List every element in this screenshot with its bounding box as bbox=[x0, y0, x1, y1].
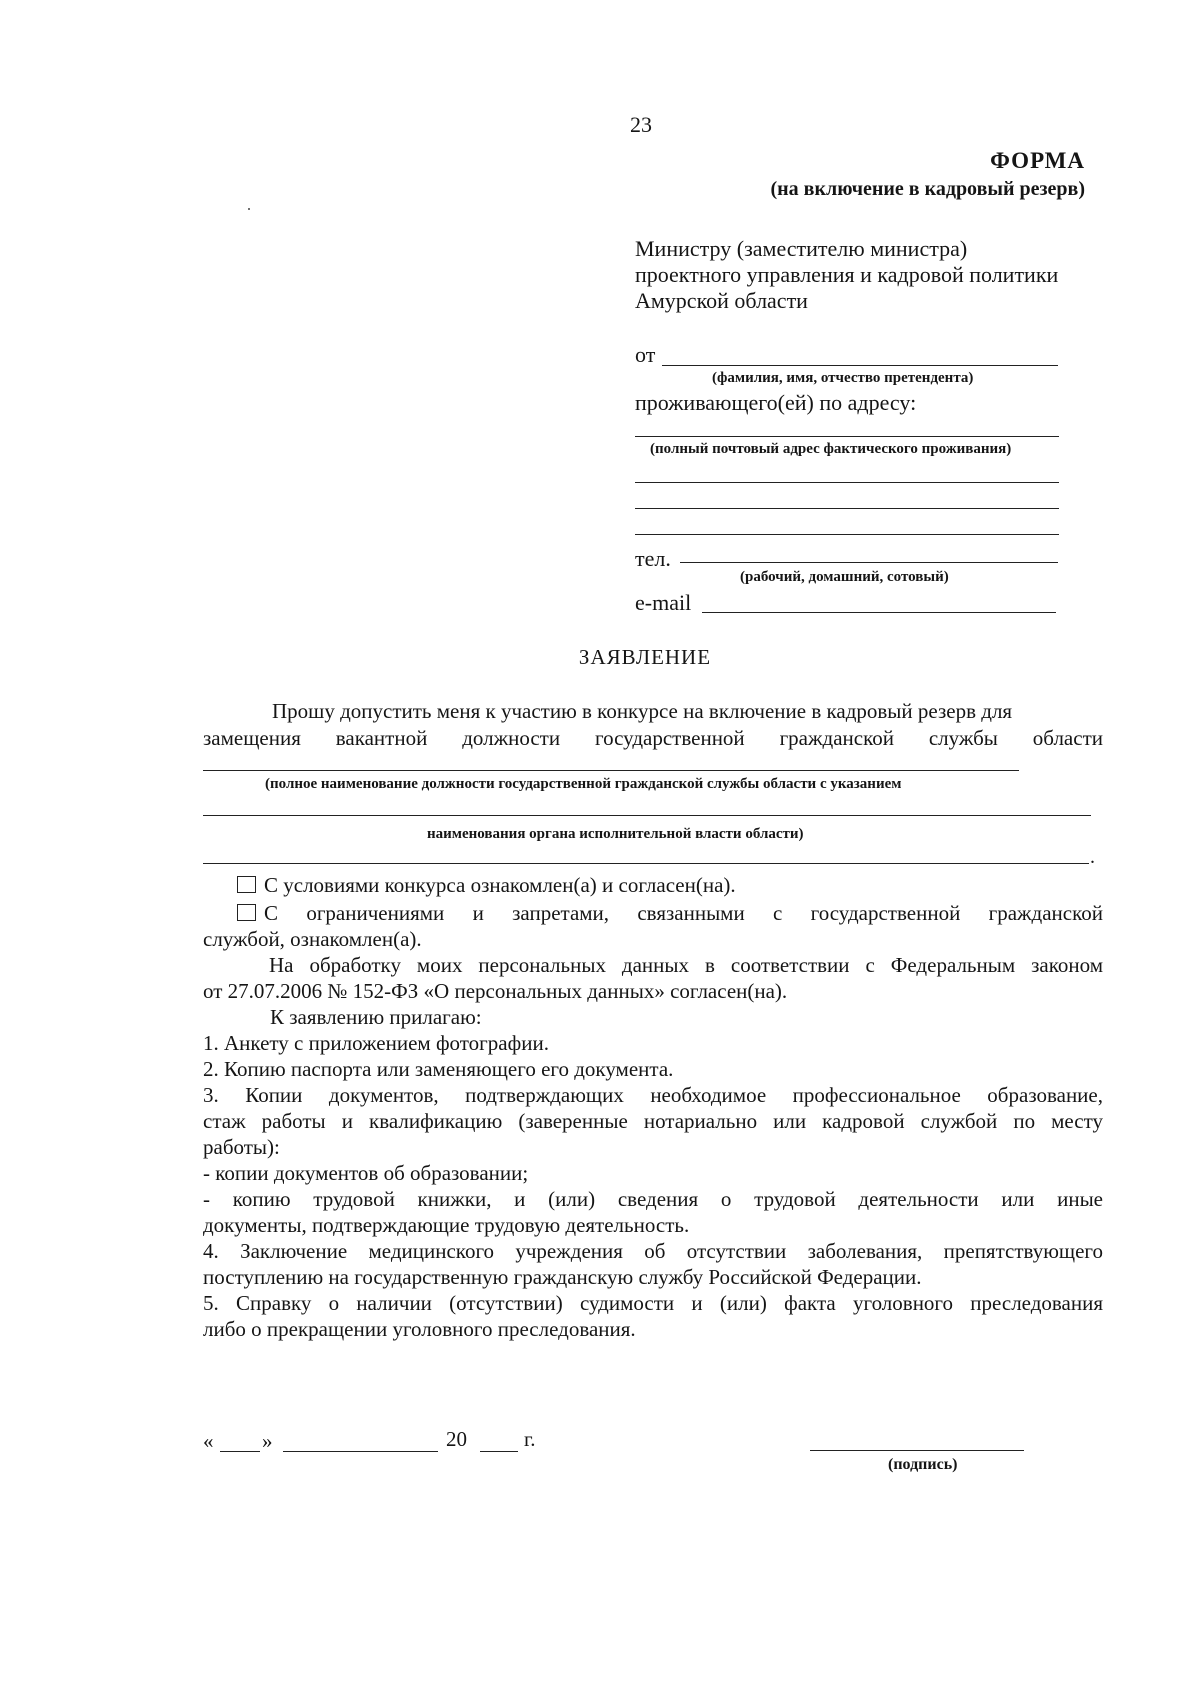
attachment-item-3-line-3: работы): bbox=[203, 1135, 280, 1159]
item3-line1-text: 3. Копии документов, подтверждающих необходимое профессиональное образование, bbox=[203, 1083, 1103, 1107]
addressee-line-2: проектного управления и кадровой политики bbox=[635, 262, 1059, 287]
sub2-line1-text: - копию трудовой книжки, и (или) сведения о трудовой деятельности или иные bbox=[203, 1187, 1103, 1211]
email-field[interactable] bbox=[702, 612, 1056, 613]
address-field-3[interactable] bbox=[635, 508, 1059, 509]
attachment-item-2: 2. Копию паспорта или заменяющего его документа. bbox=[203, 1057, 674, 1081]
attachment-item-1: 1. Анкету с приложением фотографии. bbox=[203, 1031, 549, 1055]
month-field[interactable] bbox=[283, 1451, 438, 1452]
attachment-sub-1: - копии документов об образовании; bbox=[203, 1161, 529, 1185]
request-line-2 bbox=[203, 725, 1103, 751]
attachment-item-4-line-2: поступлению на государственную гражданскую службу Российской Федерации. bbox=[203, 1265, 922, 1289]
position-end-mark: . bbox=[1090, 846, 1095, 868]
addressee-line-3: Амурской области bbox=[635, 288, 808, 313]
consent-line-1 bbox=[203, 952, 1103, 978]
restrictions-checkbox[interactable] bbox=[237, 904, 256, 921]
scan-speck bbox=[248, 208, 250, 210]
restrictions-line-2: службой, ознакомлен(а). bbox=[203, 927, 422, 951]
request-line-2-text: замещения вакантной должности государственной гражданской службы области bbox=[203, 726, 1103, 750]
position-caption-2: наименования органа исполнительной власти области) bbox=[427, 826, 804, 842]
checkbox-row-conditions bbox=[237, 872, 736, 898]
checkbox-row-restrictions bbox=[237, 900, 1103, 926]
item4-line1-text: 4. Заключение медицинского учреждения об отсутствии заболевания, препятствующего bbox=[203, 1239, 1103, 1263]
from-label: от bbox=[635, 342, 656, 367]
attachment-item-3-line-2 bbox=[203, 1108, 1103, 1134]
page-number: 23 bbox=[630, 112, 652, 137]
date-quote-open: « bbox=[203, 1429, 214, 1453]
consent-line-2: от 27.07.2006 № 152-ФЗ «О персональных данных» согласен(на). bbox=[203, 979, 788, 1003]
conditions-checkbox-label: С условиями конкурса ознакомлен(а) и согласен(на). bbox=[264, 873, 736, 897]
position-field-3[interactable] bbox=[203, 863, 1089, 864]
addressee-line-1: Министру (заместителю министра) bbox=[635, 236, 968, 261]
form-subtitle: (на включение в кадровый резерв) bbox=[770, 178, 1085, 200]
restrictions-line-1 bbox=[237, 900, 1103, 926]
attachment-sub-2-line-2: документы, подтверждающие трудовую деятельность. bbox=[203, 1213, 690, 1237]
signature-field[interactable] bbox=[810, 1450, 1024, 1451]
attachment-item-4-line-1 bbox=[203, 1238, 1103, 1264]
attachment-item-5-line-1 bbox=[203, 1290, 1103, 1316]
date-quote-close: » bbox=[262, 1429, 273, 1453]
applicant-name-field[interactable] bbox=[662, 365, 1058, 366]
restrictions-checkbox-label: С ограничениями и запретами, связанными с государственной гражданской bbox=[264, 901, 1103, 925]
address-field-2[interactable] bbox=[635, 482, 1059, 483]
address-field-1[interactable] bbox=[635, 436, 1059, 437]
year-prefix: 20 bbox=[446, 1427, 467, 1451]
item3-line2-text: стаж работы и квалификацию (заверенные нотариально или кадровой службой по месту bbox=[203, 1109, 1103, 1133]
phone-caption: (рабочий, домашний, сотовый) bbox=[740, 569, 949, 585]
attachment-item-3-line-1 bbox=[203, 1082, 1103, 1108]
phone-field[interactable] bbox=[680, 562, 1058, 563]
attachments-intro: К заявлению прилагаю: bbox=[270, 1005, 482, 1029]
item5-line1-text: 5. Справку о наличии (отсутствии) судимости и (или) факта уголовного преследования bbox=[203, 1291, 1103, 1315]
attachment-item-5-line-2: либо о прекращении уголовного преследования. bbox=[203, 1317, 636, 1341]
attachment-sub-2-line-1 bbox=[203, 1186, 1103, 1212]
year-field[interactable] bbox=[480, 1451, 518, 1452]
position-caption-1: (полное наименование должности государственной гражданской службы области с указанием bbox=[265, 776, 902, 792]
statement-title: ЗАЯВЛЕНИЕ bbox=[578, 645, 712, 669]
day-field[interactable] bbox=[220, 1451, 260, 1452]
request-line-1: Прошу допустить меня к участию в конкурсе на включение в кадровый резерв для bbox=[272, 699, 1013, 723]
form-title: ФОРМА bbox=[990, 148, 1085, 173]
email-label: e-mail bbox=[635, 590, 692, 615]
position-field-1[interactable] bbox=[203, 770, 1019, 771]
address-field-4[interactable] bbox=[635, 534, 1059, 535]
residing-label: проживающего(ей) по адресу: bbox=[635, 390, 917, 415]
conditions-checkbox[interactable] bbox=[237, 876, 256, 893]
phone-label: тел. bbox=[635, 546, 671, 571]
address-caption: (полный почтовый адрес фактического проживания) bbox=[650, 441, 1012, 457]
year-suffix: г. bbox=[524, 1427, 536, 1451]
signature-caption: (подпись) bbox=[888, 1456, 958, 1473]
position-field-2[interactable] bbox=[203, 815, 1091, 816]
applicant-name-caption: (фамилия, имя, отчество претендента) bbox=[712, 370, 974, 386]
consent-line-1-text: На обработку моих персональных данных в соответствии с Федеральным законом bbox=[269, 953, 1103, 977]
